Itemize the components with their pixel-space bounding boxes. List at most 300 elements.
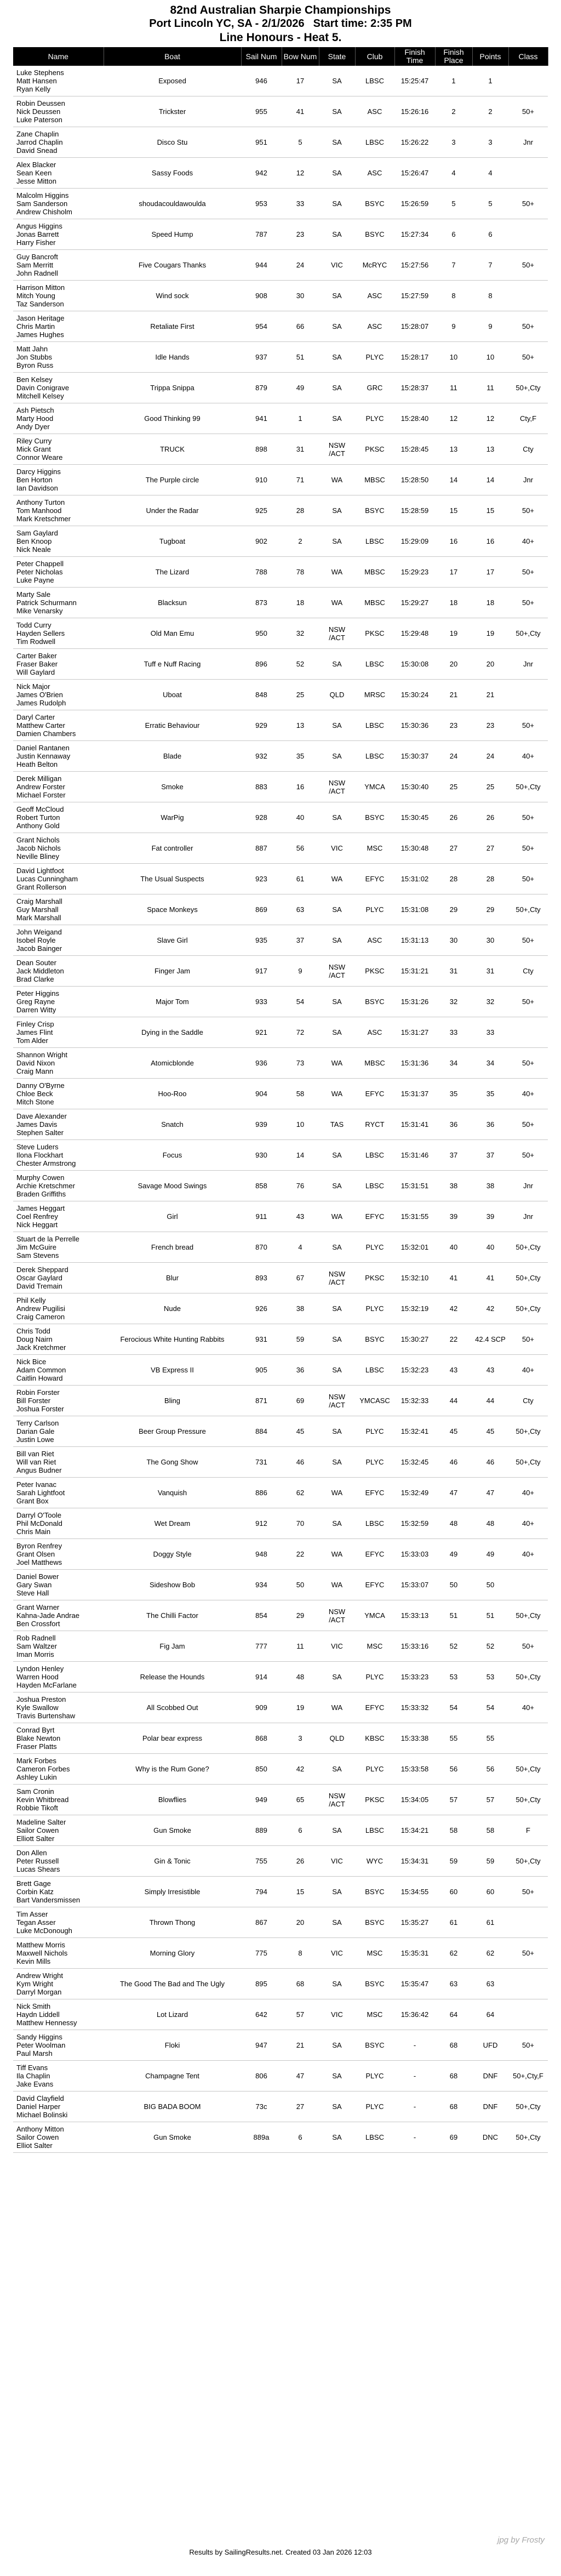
table-row xyxy=(13,1846,548,1877)
boat-cell: shoudacouldawoulda xyxy=(104,189,241,219)
points-cell: 20 xyxy=(472,649,508,680)
finish-place-cell: 17 xyxy=(435,557,472,588)
finish-time-cell: 15:27:34 xyxy=(394,219,435,250)
crew-name: Mike Venarsky xyxy=(16,607,63,615)
state-cell: SA xyxy=(319,403,355,434)
class-cell: 40+ xyxy=(508,526,548,557)
finish-time-cell: - xyxy=(394,2091,435,2122)
table-row xyxy=(13,1478,548,1508)
finish-time-cell: 15:35:47 xyxy=(394,1969,435,1999)
class-cell xyxy=(508,66,548,96)
finish-time-cell: 15:31:37 xyxy=(394,1079,435,1109)
crew-names-cell xyxy=(13,1692,104,1723)
class-cell xyxy=(508,219,548,250)
bow-num-cell: 49 xyxy=(282,373,319,403)
table-row xyxy=(13,1539,548,1570)
finish-place-cell: 48 xyxy=(435,1508,472,1539)
finish-time-cell: 15:32:01 xyxy=(394,1232,435,1263)
finish-time-cell: 15:29:48 xyxy=(394,618,435,649)
crew-name: Grant Rollerson xyxy=(16,883,67,891)
class-cell: 50+,Cty xyxy=(508,894,548,925)
club-cell: BSYC xyxy=(355,2030,394,2061)
club-cell: BSYC xyxy=(355,189,394,219)
boat-cell: Dying in the Saddle xyxy=(104,1017,241,1048)
club-cell: MSC xyxy=(355,1938,394,1969)
sail-num-cell: 848 xyxy=(241,680,282,710)
class-cell: 50+ xyxy=(508,2030,548,2061)
sail-num-cell: 775 xyxy=(241,1938,282,1969)
boat-cell: Erratic Behaviour xyxy=(104,710,241,741)
crew-name: Gary Swan xyxy=(16,1581,52,1589)
crew-names-cell xyxy=(13,434,104,465)
sail-num-cell: 954 xyxy=(241,311,282,342)
crew-name: Jack Kretchmer xyxy=(16,1343,66,1352)
sail-num-cell: 904 xyxy=(241,1079,282,1109)
finish-place-cell: 51 xyxy=(435,1600,472,1631)
boat-cell: Trippa Snippa xyxy=(104,373,241,403)
boat-cell: Tuff e Nuff Racing xyxy=(104,649,241,680)
bow-num-cell: 43 xyxy=(282,1201,319,1232)
crew-name: Danny O'Byrne xyxy=(16,1081,65,1090)
finish-time-cell: 15:32:23 xyxy=(394,1355,435,1386)
state-cell: NSW /ACT xyxy=(319,772,355,802)
bow-num-cell: 72 xyxy=(282,1017,319,1048)
crew-name: Anthony Gold xyxy=(16,822,60,830)
crew-names-cell xyxy=(13,1232,104,1263)
state-cell: SA xyxy=(319,96,355,127)
club-cell: LBSC xyxy=(355,710,394,741)
crew-names-cell xyxy=(13,1171,104,1201)
crew-name: Braden Griffiths xyxy=(16,1190,66,1198)
sail-num-cell: 950 xyxy=(241,618,282,649)
sail-num-cell: 893 xyxy=(241,1263,282,1293)
crew-name: James Hughes xyxy=(16,330,64,339)
club-cell: PLYC xyxy=(355,342,394,373)
class-cell: 50+,Cty xyxy=(508,2122,548,2153)
finish-place-cell: 54 xyxy=(435,1692,472,1723)
sail-num-cell: 858 xyxy=(241,1171,282,1201)
crew-name: Ben Knoop xyxy=(16,537,52,545)
state-cell: SA xyxy=(319,495,355,526)
boat-cell: WarPig xyxy=(104,802,241,833)
boat-cell: Finger Jam xyxy=(104,956,241,987)
crew-name: Tiff Evans xyxy=(16,2064,48,2072)
finish-place-cell: 44 xyxy=(435,1386,472,1416)
crew-name: David Snead xyxy=(16,146,58,155)
finish-place-cell: 62 xyxy=(435,1938,472,1969)
class-cell: 40+ xyxy=(508,1355,548,1386)
bow-num-cell: 52 xyxy=(282,649,319,680)
crew-name: Justin Lowe xyxy=(16,1435,54,1444)
points-cell: 33 xyxy=(472,1017,508,1048)
class-cell: 50+ xyxy=(508,557,548,588)
class-cell: Jnr xyxy=(508,649,548,680)
state-cell: WA xyxy=(319,1539,355,1570)
club-cell: PLYC xyxy=(355,1293,394,1324)
bow-num-cell: 70 xyxy=(282,1508,319,1539)
points-cell: 14 xyxy=(472,465,508,495)
points-cell: UFD xyxy=(472,2030,508,2061)
boat-cell: Girl xyxy=(104,1201,241,1232)
crew-name: Sam Sanderson xyxy=(16,200,68,208)
finish-time-cell: 15:30:08 xyxy=(394,649,435,680)
crew-names-cell xyxy=(13,66,104,96)
table-row xyxy=(13,158,548,189)
crew-names-cell xyxy=(13,772,104,802)
crew-name: Byron Renfrey xyxy=(16,1542,62,1550)
results-table xyxy=(13,47,548,2153)
points-cell: 29 xyxy=(472,894,508,925)
class-cell xyxy=(508,1999,548,2030)
crew-name: Oscar Gaylard xyxy=(16,1274,62,1282)
boat-cell: Thrown Thong xyxy=(104,1907,241,1938)
finish-time-cell: 15:34:05 xyxy=(394,1785,435,1815)
crew-name: Bill Forster xyxy=(16,1397,51,1405)
crew-name: Peter Higgins xyxy=(16,989,60,998)
finish-time-cell: 15:31:13 xyxy=(394,925,435,956)
club-cell: MSC xyxy=(355,833,394,864)
crew-names-cell xyxy=(13,465,104,495)
crew-name: Steve Luders xyxy=(16,1143,59,1151)
crew-name: Iman Morris xyxy=(16,1650,54,1659)
finish-place-cell: 41 xyxy=(435,1263,472,1293)
club-cell: BSYC xyxy=(355,1324,394,1355)
finish-time-cell: 15:28:50 xyxy=(394,465,435,495)
crew-name: Connor Weare xyxy=(16,453,63,461)
table-row xyxy=(13,833,548,864)
crew-name: Joshua Preston xyxy=(16,1695,66,1703)
crew-names-cell xyxy=(13,1785,104,1815)
boat-cell: Uboat xyxy=(104,680,241,710)
finish-time-cell: 15:26:59 xyxy=(394,189,435,219)
points-cell: 18 xyxy=(472,588,508,618)
sail-num-cell: 870 xyxy=(241,1232,282,1263)
boat-cell: The Usual Suspects xyxy=(104,864,241,894)
finish-time-cell: 15:33:16 xyxy=(394,1631,435,1662)
crew-names-cell xyxy=(13,403,104,434)
points-cell: 43 xyxy=(472,1355,508,1386)
crew-names-cell xyxy=(13,802,104,833)
bow-num-cell: 54 xyxy=(282,987,319,1017)
state-cell: VIC xyxy=(319,250,355,281)
crew-name: Todd Curry xyxy=(16,621,51,629)
points-cell: 5 xyxy=(472,189,508,219)
class-cell: 50+,Cty xyxy=(508,1846,548,1877)
boat-cell: The Good The Bad and The Ugly xyxy=(104,1969,241,1999)
crew-name: Archie Kretschmer xyxy=(16,1182,75,1190)
sail-num-cell: 806 xyxy=(241,2061,282,2091)
state-cell: SA xyxy=(319,649,355,680)
crew-name: Maxwell Nichols xyxy=(16,1949,68,1957)
sail-num-cell: 948 xyxy=(241,1539,282,1570)
table-row xyxy=(13,1754,548,1785)
crew-name: Phil Kelly xyxy=(16,1296,46,1304)
finish-time-cell: 15:32:33 xyxy=(394,1386,435,1416)
finish-place-cell: 5 xyxy=(435,189,472,219)
crew-names-cell xyxy=(13,1201,104,1232)
crew-name: Darian Gale xyxy=(16,1427,55,1435)
finish-place-cell: 35 xyxy=(435,1079,472,1109)
finish-time-cell: 15:32:45 xyxy=(394,1447,435,1478)
crew-names-cell xyxy=(13,1324,104,1355)
crew-names-cell xyxy=(13,1109,104,1140)
crew-names-cell xyxy=(13,956,104,987)
points-cell: 51 xyxy=(472,1600,508,1631)
points-cell: 49 xyxy=(472,1539,508,1570)
finish-place-cell: 24 xyxy=(435,741,472,772)
crew-names-cell xyxy=(13,833,104,864)
boat-cell: Trickster xyxy=(104,96,241,127)
crew-name: Robbie Tikoft xyxy=(16,1804,58,1812)
state-cell: SA xyxy=(319,66,355,96)
boat-cell: Savage Mood Swings xyxy=(104,1171,241,1201)
crew-name: Robert Turton xyxy=(16,813,60,822)
points-cell: 9 xyxy=(472,311,508,342)
crew-names-cell xyxy=(13,1140,104,1171)
finish-time-cell: 15:26:22 xyxy=(394,127,435,158)
finish-place-cell: 6 xyxy=(435,219,472,250)
finish-time-cell: 15:31:27 xyxy=(394,1017,435,1048)
crew-name: Lyndon Henley xyxy=(16,1665,64,1673)
club-cell: PLYC xyxy=(355,2091,394,2122)
crew-name: Mitchell Kelsey xyxy=(16,392,64,400)
state-cell: SA xyxy=(319,342,355,373)
points-cell: DNF xyxy=(472,2061,508,2091)
crew-name: Sam Merritt xyxy=(16,261,54,269)
points-cell: 26 xyxy=(472,802,508,833)
club-cell: EFYC xyxy=(355,1079,394,1109)
finish-time-cell: 15:35:31 xyxy=(394,1938,435,1969)
points-cell: 2 xyxy=(472,96,508,127)
crew-name: Peter Ivanac xyxy=(16,1480,56,1489)
finish-place-cell: 68 xyxy=(435,2030,472,2061)
points-cell: 34 xyxy=(472,1048,508,1079)
finish-time-cell: 15:33:07 xyxy=(394,1570,435,1600)
bow-num-cell: 48 xyxy=(282,1662,319,1692)
crew-name: Nick Bice xyxy=(16,1358,47,1366)
state-cell: NSW /ACT xyxy=(319,1386,355,1416)
club-cell: LBSC xyxy=(355,1815,394,1846)
points-cell: 28 xyxy=(472,864,508,894)
class-cell: Cty xyxy=(508,434,548,465)
crew-name: Luke Stephens xyxy=(16,69,64,77)
finish-place-cell: 4 xyxy=(435,158,472,189)
points-cell: 4 xyxy=(472,158,508,189)
boat-cell: Sassy Foods xyxy=(104,158,241,189)
table-row xyxy=(13,894,548,925)
points-cell: 57 xyxy=(472,1785,508,1815)
crew-names-cell xyxy=(13,1723,104,1754)
crew-name: Matt Hansen xyxy=(16,77,57,85)
club-cell: LBSC xyxy=(355,66,394,96)
finish-place-cell: 60 xyxy=(435,1877,472,1907)
club-cell: LBSC xyxy=(355,1508,394,1539)
crew-name: Corbin Katz xyxy=(16,1888,54,1896)
table-row xyxy=(13,250,548,281)
finish-place-cell: 36 xyxy=(435,1109,472,1140)
club-cell: PKSC xyxy=(355,618,394,649)
heat-title: Line Honours - Heat 5. xyxy=(219,31,342,44)
crew-name: James O'Brien xyxy=(16,691,63,699)
finish-time-cell: 15:28:40 xyxy=(394,403,435,434)
boat-cell: Good Thinking 99 xyxy=(104,403,241,434)
state-cell: SA xyxy=(319,1017,355,1048)
bow-num-cell: 5 xyxy=(282,127,319,158)
state-cell: NSW /ACT xyxy=(319,956,355,987)
crew-name: Peter Chappell xyxy=(16,560,64,568)
crew-name: Brad Clarke xyxy=(16,975,54,983)
table-row xyxy=(13,1999,548,2030)
crew-name: Stephen Salter xyxy=(16,1129,64,1137)
club-cell: YMCASC xyxy=(355,1386,394,1416)
crew-name: Murphy Cowen xyxy=(16,1173,65,1182)
sail-num-cell: 939 xyxy=(241,1109,282,1140)
club-cell: PLYC xyxy=(355,1754,394,1785)
crew-name: Andrew Wright xyxy=(16,1971,64,1980)
crew-names-cell xyxy=(13,526,104,557)
boat-cell: The Gong Show xyxy=(104,1447,241,1478)
class-cell: 50+ xyxy=(508,189,548,219)
crew-name: Chris Main xyxy=(16,1528,51,1536)
boat-cell: Ferocious White Hunting Rabbits xyxy=(104,1324,241,1355)
bow-num-cell: 51 xyxy=(282,342,319,373)
crew-name: Isobel Royle xyxy=(16,936,56,944)
state-cell: SA xyxy=(319,2091,355,2122)
crew-name: Marty Sale xyxy=(16,590,51,599)
crew-name: Ben Crossfort xyxy=(16,1620,60,1628)
class-cell: 50+,Cty xyxy=(508,1232,548,1263)
finish-place-cell: 43 xyxy=(435,1355,472,1386)
crew-names-cell xyxy=(13,987,104,1017)
crew-name: Robin Deussen xyxy=(16,99,65,107)
class-cell: Jnr xyxy=(508,127,548,158)
crew-name: Elliot Salter xyxy=(16,2141,53,2150)
points-cell: 19 xyxy=(472,618,508,649)
finish-time-cell: 15:32:41 xyxy=(394,1416,435,1447)
crew-name: Dean Souter xyxy=(16,959,56,967)
state-cell: SA xyxy=(319,1815,355,1846)
class-cell: Jnr xyxy=(508,465,548,495)
club-cell: LBSC xyxy=(355,526,394,557)
class-cell: 50+,Cty,F xyxy=(508,2061,548,2091)
table-row xyxy=(13,1877,548,1907)
crew-name: Matthew Hennessy xyxy=(16,2019,77,2027)
bow-num-cell: 3 xyxy=(282,1723,319,1754)
crew-name: Alex Blacker xyxy=(16,161,56,169)
finish-place-cell: 34 xyxy=(435,1048,472,1079)
finish-place-cell: 37 xyxy=(435,1140,472,1171)
finish-time-cell: 15:25:47 xyxy=(394,66,435,96)
state-cell: SA xyxy=(319,1324,355,1355)
table-row xyxy=(13,342,548,373)
finish-time-cell: 15:30:24 xyxy=(394,680,435,710)
bow-num-cell: 15 xyxy=(282,1877,319,1907)
crew-name: Shannon Wright xyxy=(16,1051,67,1059)
class-cell: 50+ xyxy=(508,1938,548,1969)
venue-line xyxy=(0,17,561,31)
club-cell: EFYC xyxy=(355,1539,394,1570)
club-cell: PLYC xyxy=(355,1662,394,1692)
crew-names-cell xyxy=(13,2030,104,2061)
club-cell: McRYC xyxy=(355,250,394,281)
bow-num-cell: 9 xyxy=(282,956,319,987)
boat-cell: Nude xyxy=(104,1293,241,1324)
sail-num-cell: 947 xyxy=(241,2030,282,2061)
sail-num-cell: 886 xyxy=(241,1478,282,1508)
finish-time-cell: 15:29:27 xyxy=(394,588,435,618)
class-cell: 40+ xyxy=(508,1539,548,1570)
crew-name: Steve Hall xyxy=(16,1589,49,1597)
crew-name: Finley Crisp xyxy=(16,1020,54,1028)
boat-cell: Tugboat xyxy=(104,526,241,557)
crew-name: Mitch Stone xyxy=(16,1098,54,1106)
crew-name: Darryl Morgan xyxy=(16,1988,62,1996)
crew-name: Sandy Higgins xyxy=(16,2033,62,2041)
crew-name: Cameron Forbes xyxy=(16,1765,70,1773)
crew-names-cell xyxy=(13,1416,104,1447)
state-cell: SA xyxy=(319,894,355,925)
bow-num-cell: 8 xyxy=(282,1938,319,1969)
bow-num-cell: 45 xyxy=(282,1416,319,1447)
table-row xyxy=(13,373,548,403)
crew-name: Matthew Morris xyxy=(16,1941,65,1949)
finish-place-cell: 3 xyxy=(435,127,472,158)
crew-name: Angus Budner xyxy=(16,1466,62,1474)
bow-num-cell: 22 xyxy=(282,1539,319,1570)
sail-num-cell: 787 xyxy=(241,219,282,250)
class-cell: 50+ xyxy=(508,96,548,127)
crew-names-cell xyxy=(13,618,104,649)
club-cell: BSYC xyxy=(355,1907,394,1938)
finish-time-cell: 15:33:13 xyxy=(394,1600,435,1631)
bow-num-cell: 21 xyxy=(282,2030,319,2061)
table-row xyxy=(13,1815,548,1846)
points-cell: 25 xyxy=(472,772,508,802)
sail-num-cell: 914 xyxy=(241,1662,282,1692)
crew-name: Malcolm Higgins xyxy=(16,191,69,200)
finish-place-cell: 27 xyxy=(435,833,472,864)
crew-names-cell xyxy=(13,96,104,127)
boat-cell: Beer Group Pressure xyxy=(104,1416,241,1447)
crew-names-cell xyxy=(13,1815,104,1846)
class-cell: 40+ xyxy=(508,1692,548,1723)
crew-name: Lucas Cunningham xyxy=(16,875,78,883)
crew-name: Carter Baker xyxy=(16,652,57,660)
crew-name: Tegan Asser xyxy=(16,1918,56,1927)
crew-name: Grant Warner xyxy=(16,1603,60,1611)
boat-cell: VB Express II xyxy=(104,1355,241,1386)
finish-place-cell: 20 xyxy=(435,649,472,680)
state-cell: VIC xyxy=(319,1938,355,1969)
crew-name: Terry Carlson xyxy=(16,1419,59,1427)
class-cell: 50+ xyxy=(508,925,548,956)
finish-place-cell: 2 xyxy=(435,96,472,127)
finish-place-cell: 18 xyxy=(435,588,472,618)
crew-name: Nick Heggart xyxy=(16,1221,58,1229)
club-cell: MBSC xyxy=(355,557,394,588)
bow-num-cell: 13 xyxy=(282,710,319,741)
crew-names-cell xyxy=(13,894,104,925)
crew-names-cell xyxy=(13,1048,104,1079)
club-cell: ASC xyxy=(355,311,394,342)
finish-time-cell: 15:31:21 xyxy=(394,956,435,987)
table-row xyxy=(13,281,548,311)
bow-num-cell: 38 xyxy=(282,1293,319,1324)
state-cell: WA xyxy=(319,1478,355,1508)
table-row xyxy=(13,1079,548,1109)
class-cell: F xyxy=(508,1815,548,1846)
crew-name: Andrew Forster xyxy=(16,783,65,791)
